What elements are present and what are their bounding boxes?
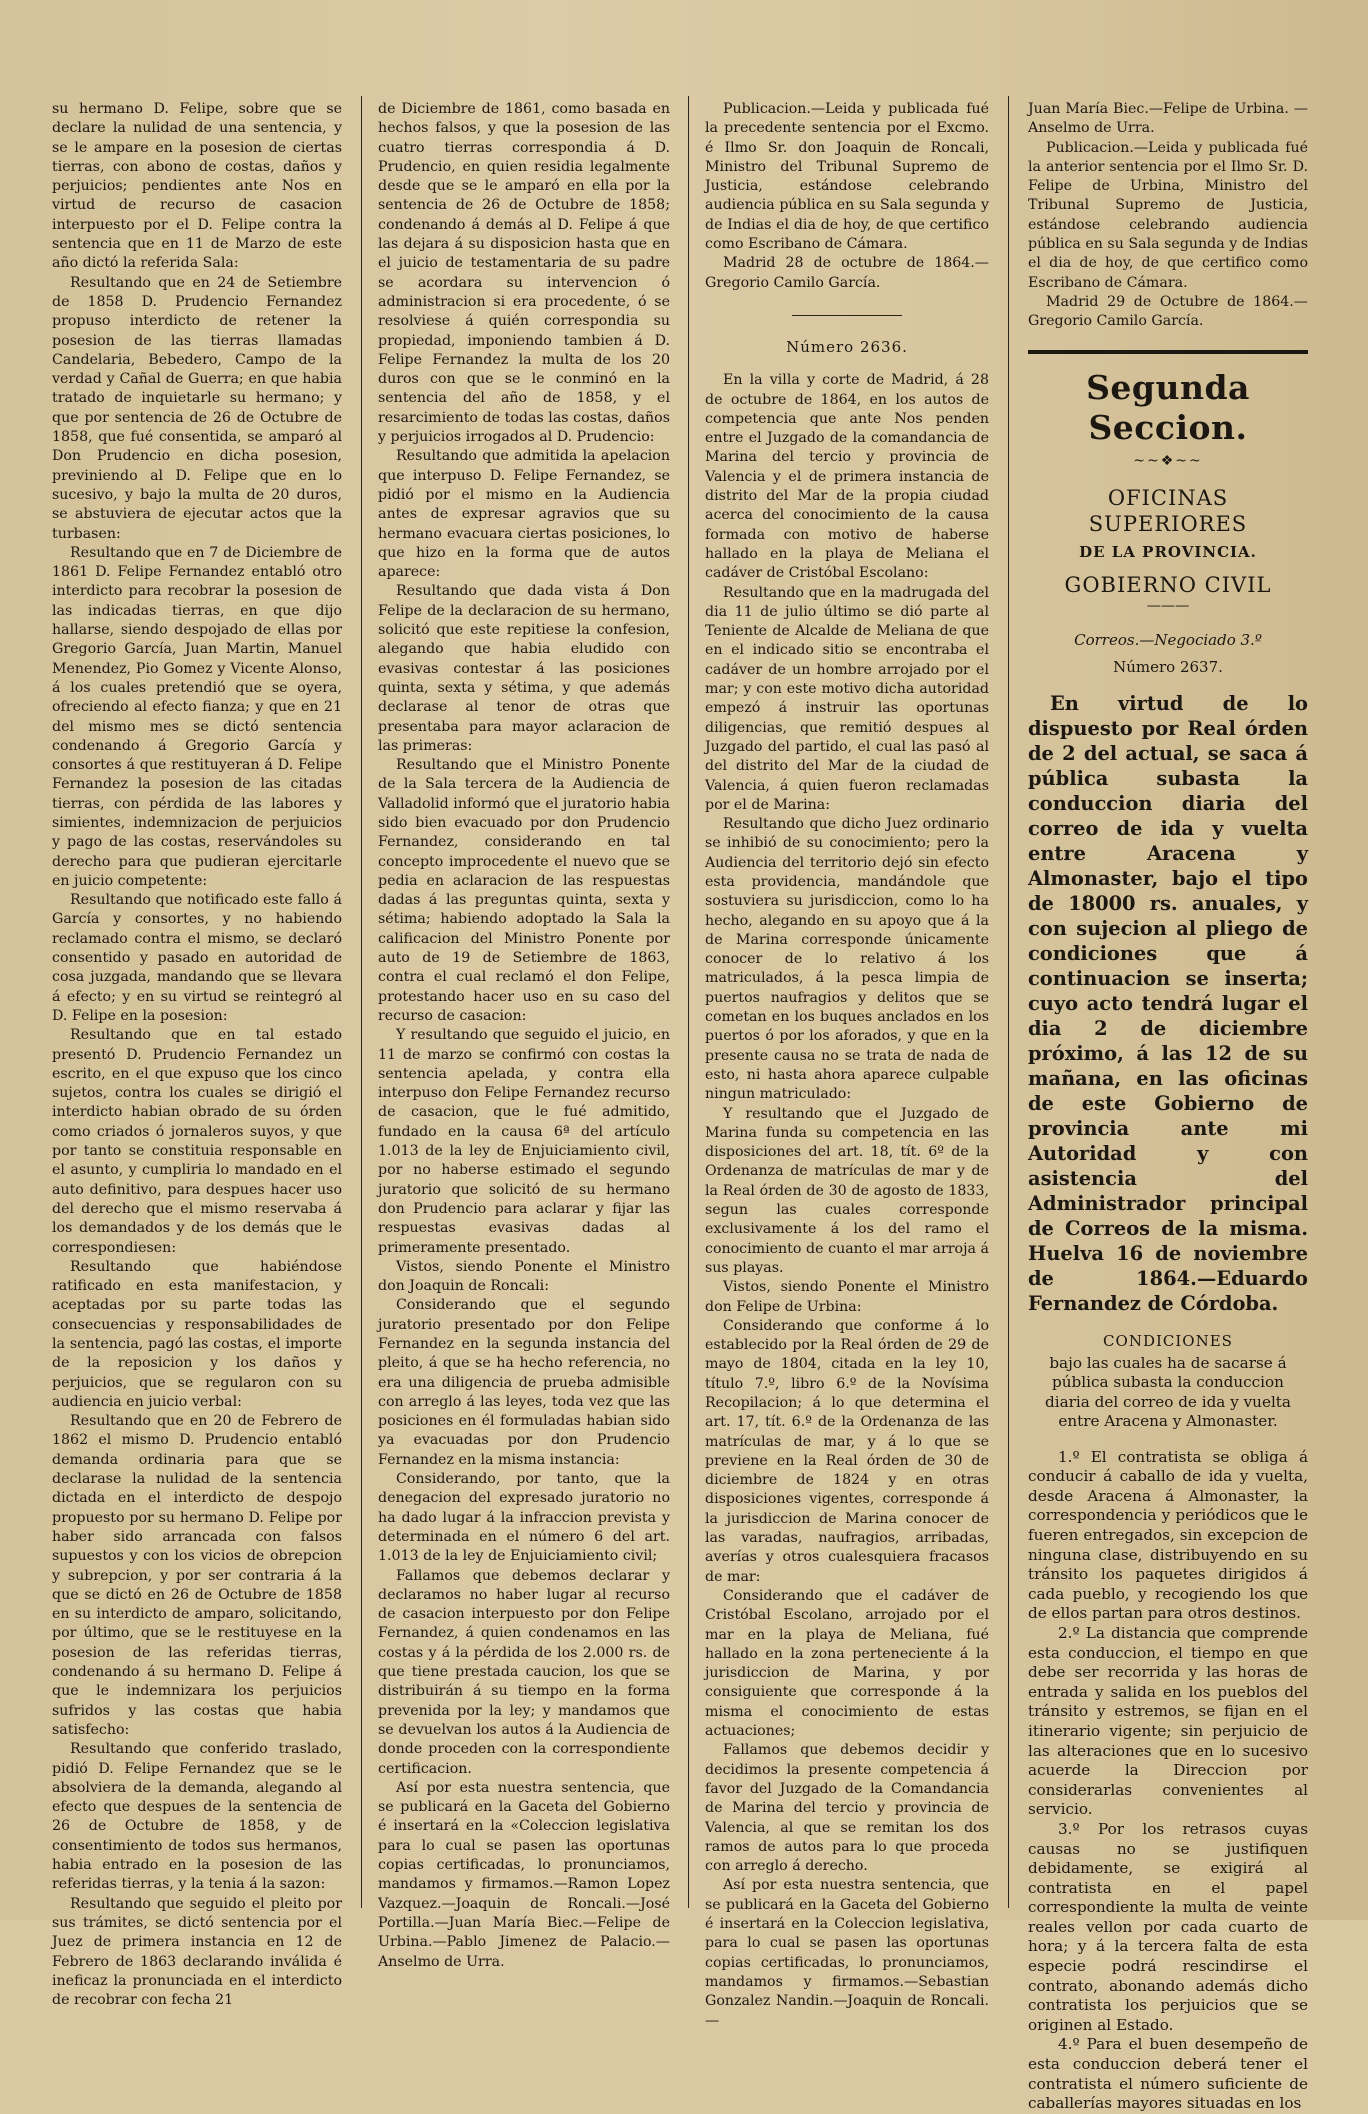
paragraph: Considerando que el segundo juratorio presentado por don Felipe Fernandez en la segunda instancia del pleito, á que se ha hecho referencia, no era una diligencia de prueba admisible con arreglo á las leyes, toda vez que las posiciones en él formuladas habian sido ya evacuadas por don Prudencio Fernandez en la misma instancia: bbox=[378, 1297, 670, 1468]
column-divider bbox=[688, 96, 689, 1908]
ornament-divider: ~~❖~~ bbox=[1133, 452, 1203, 469]
section-number: Número 2636. bbox=[786, 337, 908, 356]
negociado: Correos.—Negociado 3.º bbox=[1074, 630, 1262, 649]
paragraph: Fallamos que debemos decidir y decidimos la presente competencia á favor del Juzgado de la Comandancia de Marina del tercio y provincia de Valencia, al que se remitan los dos ramos de autos para lo que proceda con arreglo á derecho. bbox=[705, 1742, 989, 1875]
conditions-title: CONDICIONES bbox=[1103, 1332, 1233, 1351]
paragraph: Y resultando que seguido el juicio, en 11 de marzo se confirmó con costas la sentencia apelada, y contra ella interpuso don Felipe Fernandez recurso de casacion, que le fué admitido, fundado en la causa 6ª del artículo 1.013 de la ley de Enjuiciamiento civil, por no haberse estimado el segundo juratorio que solicitó de su hermano don Prudencio para aclarar y fijar las respuestas evasivas dadas al primeramente presentado. bbox=[378, 1027, 670, 1256]
heading-gobierno: GOBIERNO CIVIL bbox=[1064, 573, 1272, 598]
separator bbox=[792, 315, 902, 316]
heading-provincia: DE LA PROVINCIA. bbox=[1079, 542, 1257, 561]
paragraph: Considerando que conforme á lo establecido por la Real órden de 29 de mayo de 1804, citada en la ley 10, título 7.º, libro 6.º de la Novísima Recopilacion; á lo que determina el art. 17, tít. 6.º de la Ordenanza de las matrículas de mar, y á lo que se previene en la Real órden de 30 de diciembre de 1824 y en otras disposiciones vigentes, corresponde á la jurisdiccion de Marina conocer de las varadas, naufragios, arribadas, averías y otros cualesquiera fracasos de mar: bbox=[705, 1317, 989, 1585]
paragraph: de Diciembre de 1861, como basada en hechos falsos, y que la posesion de las cuatro tierras correspondia á D. Prudencio, en quien residia legalmente desde que se le amparó en ella por la sentencia de 26 de Octubre de 1858; condenando á demás al D. Felipe á que las dejara á su disposicion hasta que en el juicio de testamentaria de su padre se acordara su intervencion ó administracion si era procedente, ó se resolviese á quién correspondia su propiedad, imponiendo tambien á D. Felipe Fernandez la multa de los 20 duros con que se le conminó en la sentencia del año de 1858, y el resarcimiento de todas las costas, daños y perjuicios irrogados al D. Prudencio: bbox=[378, 101, 670, 446]
paragraph: su hermano D. Felipe, sobre que se declare la nulidad de una sentencia, y se le ampare en la posesion de ciertas tierras, con abono de costas, daños y perjuicios; pendientes ante Nos en virtud de recurso de casacion interpuesto por el D. Felipe contra la sentencia que en 11 de Marzo de este año dictó la referida Sala: bbox=[52, 101, 342, 272]
column-2 bbox=[378, 100, 670, 1970]
announcement-text: En virtud de lo dispuesto por Real órden de 2 del actual, se saca á pública subasta la conduccion diaria del correo de ida y vuelta entre Aracena y Almonaster, bajo el tipo de 18000 rs. anuales, y con sujecion al pliego de condiciones que á continuacion se inserta; cuyo acto tendrá lugar el dia 2 de diciembre próximo, á las 12 de su mañana, en las oficinas de este Gobierno de provincia ante mi Autoridad y con asistencia del Administrador principal de Correos de la misma. Huelva 16 de noviembre de 1864.—Eduardo Fernandez de Córdoba. bbox=[1028, 692, 1308, 1316]
condition-item: 1.º El contratista se obliga á conducir á caballo de ida y vuelta, desde Aracena á Almonaster, la correspondencia y periódicos que le fueren entregados, sin excepcion de ninguna clase, distribuyendo en su tránsito los paquetes dirigidos á cada pueblo, y recogiendo los que de ellos partan para otros destinos. bbox=[1028, 1447, 1308, 1623]
paragraph: Así por esta nuestra sentencia, que se publicará en la Gaceta del Gobierno é insertará en la Coleccion legislativa, para lo cual se pasen las oportunas copias certificadas, lo pronunciamos, mandamos y firmamos.—Sebastian Gonzalez Nandin.—Joaquin de Roncali.— bbox=[705, 1877, 989, 2029]
paragraph: Vistos, siendo Ponente el Ministro don Joaquin de Roncali: bbox=[378, 1258, 670, 1295]
column-4 bbox=[1028, 100, 1308, 2113]
section-rule bbox=[1028, 350, 1308, 354]
paragraph: Juan María Biec.—Felipe de Urbina. —Anselmo de Urra. bbox=[1028, 101, 1308, 137]
condition-item: 3.º Por los retrasos cuyas causas no se justifiquen debidamente, se exigirá al contratista en el papel correspondiente la multa de veinte reales vellon por cada cuarto de hora; y á la tercera falta de esta especie podrá rescindirse el contrato, abonando además dicho contratista los perjuicios que se originen al Estado. bbox=[1028, 1819, 1308, 2034]
announcement bbox=[1028, 691, 1308, 1316]
paragraph: Resultando que el Ministro Ponente de la Sala tercera de la Audiencia de Valladolid informó que el juratorio habia sido bien evacuado por don Prudencio Fernandez, considerando en tal concepto improcedente el nuevo que se pedia en aclaracion de las respuestas dadas á las preguntas quinta, sexta y sétima; habiendo adoptado la Sala la calificacion del Ministro Ponente por auto de 19 de Setiembre de 1863, contra el cual reclamó el don Felipe, protestando hacer uso en su caso del recurso de casacion: bbox=[378, 757, 670, 1024]
paragraph: Considerando, por tanto, que la denegacion del expresado juratorio no ha dado lugar á la infraccion prevista y determinada en el número 6 del art. 1.013 de la ley de Enjuiciamiento civil; bbox=[378, 1471, 670, 1565]
paragraph: Resultando que conferido traslado, pidió D. Felipe Fernandez que se le absolviera de la demanda, alegando al efecto que despues de la sentencia de 26 de Octubre de 1858, y de consentimiento de todos sus hermanos, habia entrado en la posesion de las referidas tierras, y la tenia á la sazon: bbox=[52, 1741, 342, 1893]
paragraph: Así por esta nuestra sentencia, que se publicará en la Gaceta del Gobierno é insertará en la «Coleccion legislativa para lo cual se pasen las oportunas copias certificadas, lo pronunciamos, mandamos y firmamos.—Ramon Lopez Vazquez.—Joaquin de Roncali.—José Portilla.—Juan María Biec.—Felipe de Urbina.—Pablo Jimenez de Palacio.—Anselmo de Urra. bbox=[378, 1779, 670, 1970]
column-1 bbox=[52, 100, 342, 2009]
paragraph: Y resultando que el Juzgado de Marina funda su competencia en las disposiciones del art. 18, tít. 6º de la Ordenanza de matrículas de mar y de la Real órden de 30 de agosto de 1833, segun las cuales corresponde exclusivamente á los del ramo el conocimiento de cuanto el mar arroja á sus playas. bbox=[705, 1105, 989, 1276]
paragraph: Resultando que dicho Juez ordinario se inhibió de su conocimiento; pero la Audiencia del territorio dejó sin efecto esta providencia, mandándole que sostuviera su jurisdiccion, como lo ha hecho, alegando en su apoyo que á la de Marina corresponde únicamente conocer de lo relativo á los matriculados, á la pesca limpia de puertos naufragios y delitos que se cometan en los buques anclados en los puertos ó por los aforados, y que en la presente causa no se trata de nada de esto, ni hasta ahora aparece culpable ningun matriculado: bbox=[705, 816, 989, 1103]
paragraph: Resultando que en 20 de Febrero de 1862 el mismo D. Prudencio entabló demanda ordinaria para que se declarase la nulidad de la sentencia dictada en el interdicto de despojo propuesto por su hermano D. Felipe por haber sido arrancada con falsos supuestos y con los vicios de obrepcion y subrepcion, y por ser contraria á la que se dictó en 26 de Octubre de 1858 en su interdicto de amparo, solicitando, por último, que se le restituyese en la posesion de las referidas tierras, condenando á su hermano D. Felipe á que le indemnizara los perjuicios sufridos y las costas que habia satisfecho: bbox=[52, 1413, 342, 1738]
conditions-list bbox=[1028, 1448, 1308, 2114]
condition-item: 2.º La distancia que comprende esta conduccion, el tiempo en que debe ser recorrida y las horas de entrada y salida en los pueblos del tránsito y estremos, se fijan en el itinerario vigente; sin perjuicio de las alteraciones que en lo sucesivo acuerde la Direccion por considerarlas convenientes al servicio. bbox=[1028, 1623, 1308, 1819]
column-3 bbox=[705, 100, 989, 2029]
paragraph: Madrid 29 de Octubre de 1864.— Gregorio Camilo García. bbox=[1028, 293, 1308, 330]
dash-divider: ——— bbox=[1146, 598, 1190, 615]
section-title: Segunda Seccion. bbox=[1086, 367, 1250, 447]
column-divider bbox=[1008, 96, 1009, 1908]
paragraph: Publicacion.—Leida y publicada fué la precedente sentencia por el Excmo. é Ilmo Sr. don Joaquin de Roncali, Ministro del Tribunal Supremo de Justicia, estándose celebrando audiencia pública en su Sala segunda y de Indias el dia de hoy, de que certifico como Escribano de Cámara. bbox=[705, 101, 989, 253]
paragraph: Resultando que en tal estado presentó D. Prudencio Fernandez un escrito, en el que expuso que los cinco sujetos, contra los cuales se dirigió el interdicto habian obrado de su órden como criados ó jornaleros suyos, y que por tanto se constituia responsable en el asunto, y cumpliria lo mandado en el auto definitivo, para despues hacer uso del derecho que el mismo reservaba á los demandados y de los demás que le correspondiesen: bbox=[52, 1027, 342, 1256]
paragraph: Resultando que dada vista á Don Felipe de la declaracion de su hermano, solicitó que este repitiese la confesion, alegando que habia eludido con evasivas contestar á las posiciones quinta, sexta y sétima, y que además declarase al tenor de otras que presentaba para mayor aclaracion de las primeras: bbox=[378, 583, 670, 754]
heading-oficinas: OFICINAS SUPERIORES bbox=[1088, 485, 1248, 536]
paragraph: Resultando que en 24 de Setiembre de 1858 D. Prudencio Fernandez propuso interdicto de retener la posesion de las tierras llamadas Candelaria, Bebedero, Campo de la verdad y Cañal de Guerra; en que habia tratado de inquietarle su hermano; y que por sentencia de 26 de Octubre de 1858, que fué consentida, se amparó al Don Prudencio en dicha posesion, previniendo al D. Felipe que en lo sucesivo, y bajo la multa de 20 duros, se abstuviera de ejecutar actos que la turbasen: bbox=[52, 274, 342, 542]
paragraph: Resultando que notificado este fallo á García y consortes, y no habiendo reclamado contra el mismo, se declaró consentido y pasado en autoridad de cosa juzgada, mandando que se llevara á efecto; y en su virtud se reintegró al D. Felipe en la posesion: bbox=[52, 892, 342, 1024]
paragraph: Fallamos que debemos declarar y declaramos no haber lugar al recurso de casacion interpuesto por don Felipe Fernandez, á quien condenamos en las costas y á la pérdida de los 2.000 rs. de que tiene prestada caucion, los que se distribuirán á su tiempo en la forma prevenida por la ley; y mandamos que se devuelvan los autos á la Audiencia de donde proceden con la correspondiente certificacion. bbox=[378, 1567, 670, 1777]
paragraph: Resultando que en 7 de Diciembre de 1861 D. Felipe Fernandez entabló otro interdicto para recobrar la posesion de las indicadas tierras, en que dijo hallarse, siendo despojado de ellas por Gregorio García, Juan Martin, Manuel Menendez, Pio Gomez y Vicente Alonso, á los cuales pretendió que se oyera, ofreciendo al efecto fianza; y que en 21 del mismo mes se dictó sentencia condenando á Gregorio García y consortes á que restituyeran á D. Felipe Fernandez la posesion de las citadas tierras, con pérdida de las labores y simientes, indemnizacion de perjuicios y pago de las costas, reservándoles su derecho para que pudieran ejercitarle en juicio competente: bbox=[52, 544, 342, 889]
paragraph: Resultando que seguido el pleito por sus trámites, se dictó sentencia por el Juez de primera instancia en 12 de Febrero de 1863 declarando inválida é ineficaz la pronunciada en el interdicto de recobrar con fecha 21 bbox=[52, 1895, 342, 2009]
conditions-subtitle: bajo las cuales ha de sacarse á pública subasta la conduccion diaria del correo de ida y vuelta entre Aracena y Almonaster. bbox=[1045, 1353, 1291, 1431]
section-number: Número 2637. bbox=[1113, 658, 1223, 677]
paragraph: Considerando que el cadáver de Cristóbal Escolano, arrojado por el mar en la playa de Meliana, fué hallado en la zona perteneciente á la jurisdiccion de Marina, y por consiguiente que corresponde á la misma el conocimiento de estas actuaciones; bbox=[705, 1587, 989, 1740]
paragraph: Publicacion.—Leida y publicada fué la anterior sentencia por el Ilmo Sr. D. Felipe de Urbina, Ministro del Tribunal Supremo de Justicia, estándose celebrando audiencia pública en su Sala segunda y de Indias el dia de hoy, de que certifico como Escribano de Cámara. bbox=[1028, 139, 1308, 291]
paragraph: Vistos, siendo Ponente el Ministro don Felipe de Urbina: bbox=[705, 1279, 989, 1315]
paragraph: Resultando que habiéndose ratificado en esta manifestacion, y aceptadas por su parte todas las consecuencias y responsabilidades de la sentencia, pagó las costas, el importe de la reposicion y los daños y perjuicios, que se regularon con su audiencia en juicio verbal: bbox=[52, 1258, 342, 1410]
paragraph: Resultando que en la madrugada del dia 11 de julio último se dió parte al Teniente de Alcalde de Meliana de que en el indicado sitio se encontraba el cadáver de un hombre arrojado por el mar; y con este motivo dicha autoridad empezó á instruir las oportunas diligencias, que remitió despues al Juzgado del partido, el cual las pasó al del distrito del Mar de la ciudad de Valencia, á quien fueron reclamadas por el de Marina: bbox=[705, 584, 989, 813]
paragraph: Resultando que admitida la apelacion que interpuso D. Felipe Fernandez, se pidió por el mismo en la Audiencia antes de expresar agravios que su hermano evacuara ciertas posiciones, lo que hizo en la forma que de autos aparece: bbox=[378, 448, 670, 581]
column-divider bbox=[361, 96, 362, 1908]
condition-item: 4.º Para el buen desempeño de esta conduccion deberá tener el contratista el número suficiente de caballerías mayores situadas en los bbox=[1028, 2035, 1308, 2113]
paragraph: En la villa y corte de Madrid, á 28 de octubre de 1864, en los autos de competencia que ante Nos penden entre el Juzgado de la comandancia de Marina del tercio y provincia de Valencia y el de primera instancia de distrito del Mar de la propia ciudad acerca del conocimiento de la causa formada con motivo de haberse hallado en la playa de Meliana el cadáver de Cristóbal Escolano: bbox=[705, 372, 989, 582]
paragraph: Madrid 28 de octubre de 1864.— Gregorio Camilo García. bbox=[705, 255, 989, 291]
